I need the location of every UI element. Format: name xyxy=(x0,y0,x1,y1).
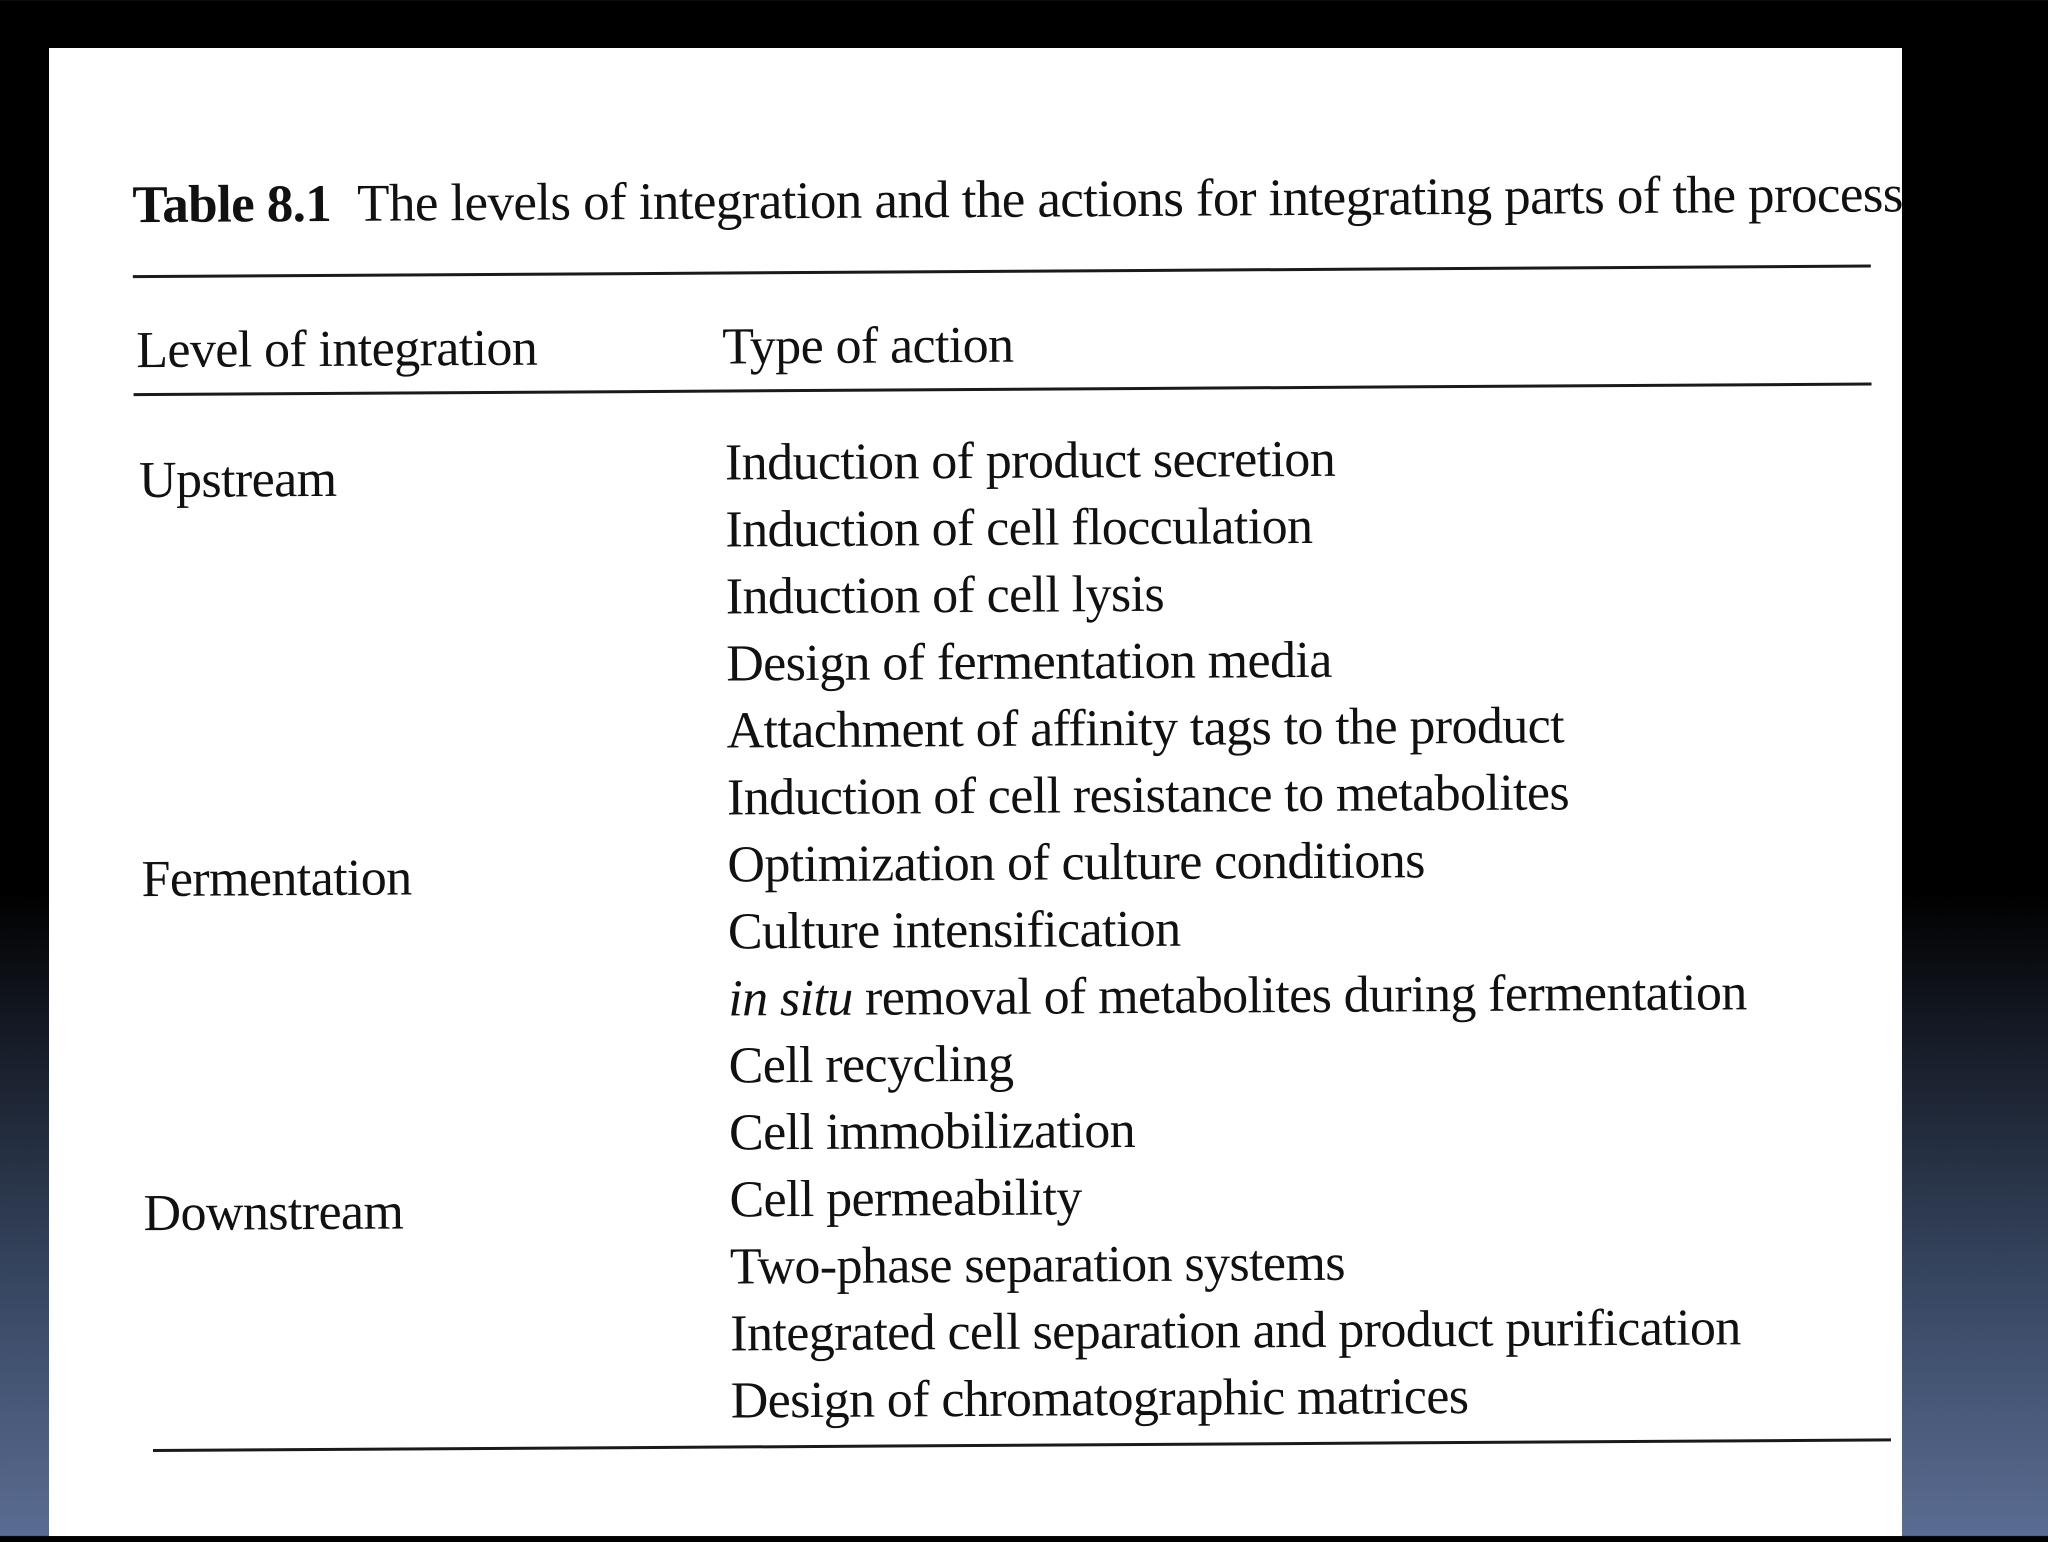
level-upstream: Upstream xyxy=(138,450,337,510)
table-top-rule xyxy=(133,265,1871,279)
table-bottom-rule xyxy=(153,1438,1891,1452)
action-list xyxy=(725,423,1750,1434)
action-item: Cell permeability xyxy=(729,1169,1082,1229)
column-header-level: Level of integration xyxy=(136,319,538,380)
scanned-page xyxy=(49,48,1902,1536)
level-downstream: Downstream xyxy=(143,1183,404,1243)
action-item: Design of chromatographic matrices xyxy=(730,1368,1469,1430)
table-caption-label: Table 8.1 xyxy=(132,174,332,235)
action-item: Cell recycling xyxy=(728,1035,1014,1095)
action-item: Culture intensification xyxy=(727,900,1181,961)
level-fermentation: Fermentation xyxy=(141,849,412,909)
table-header-rule xyxy=(134,383,1872,397)
action-item: Induction of cell lysis xyxy=(725,565,1165,626)
action-item: Cell immobilization xyxy=(728,1102,1136,1162)
action-item: Attachment of affinity tags to the product xyxy=(726,697,1565,760)
table-caption-text: The levels of integration and the actions for integrating parts of the process xyxy=(357,165,1903,233)
table-figure xyxy=(44,42,1906,1541)
column-header-action: Type of action xyxy=(722,316,1014,376)
action-item: Integrated cell separation and product purification xyxy=(730,1299,1741,1363)
action-item: in situ removal of metabolites during fermentation xyxy=(728,964,1747,1028)
action-item: Induction of cell flocculation xyxy=(725,497,1313,559)
action-item: Optimization of culture conditions xyxy=(727,832,1425,894)
action-item: Induction of cell resistance to metabolites xyxy=(726,764,1570,827)
table-caption xyxy=(132,164,1903,235)
action-item: Two-phase separation systems xyxy=(729,1234,1346,1296)
action-item: Design of fermentation media xyxy=(726,631,1332,693)
action-item: Induction of product secretion xyxy=(724,430,1336,492)
